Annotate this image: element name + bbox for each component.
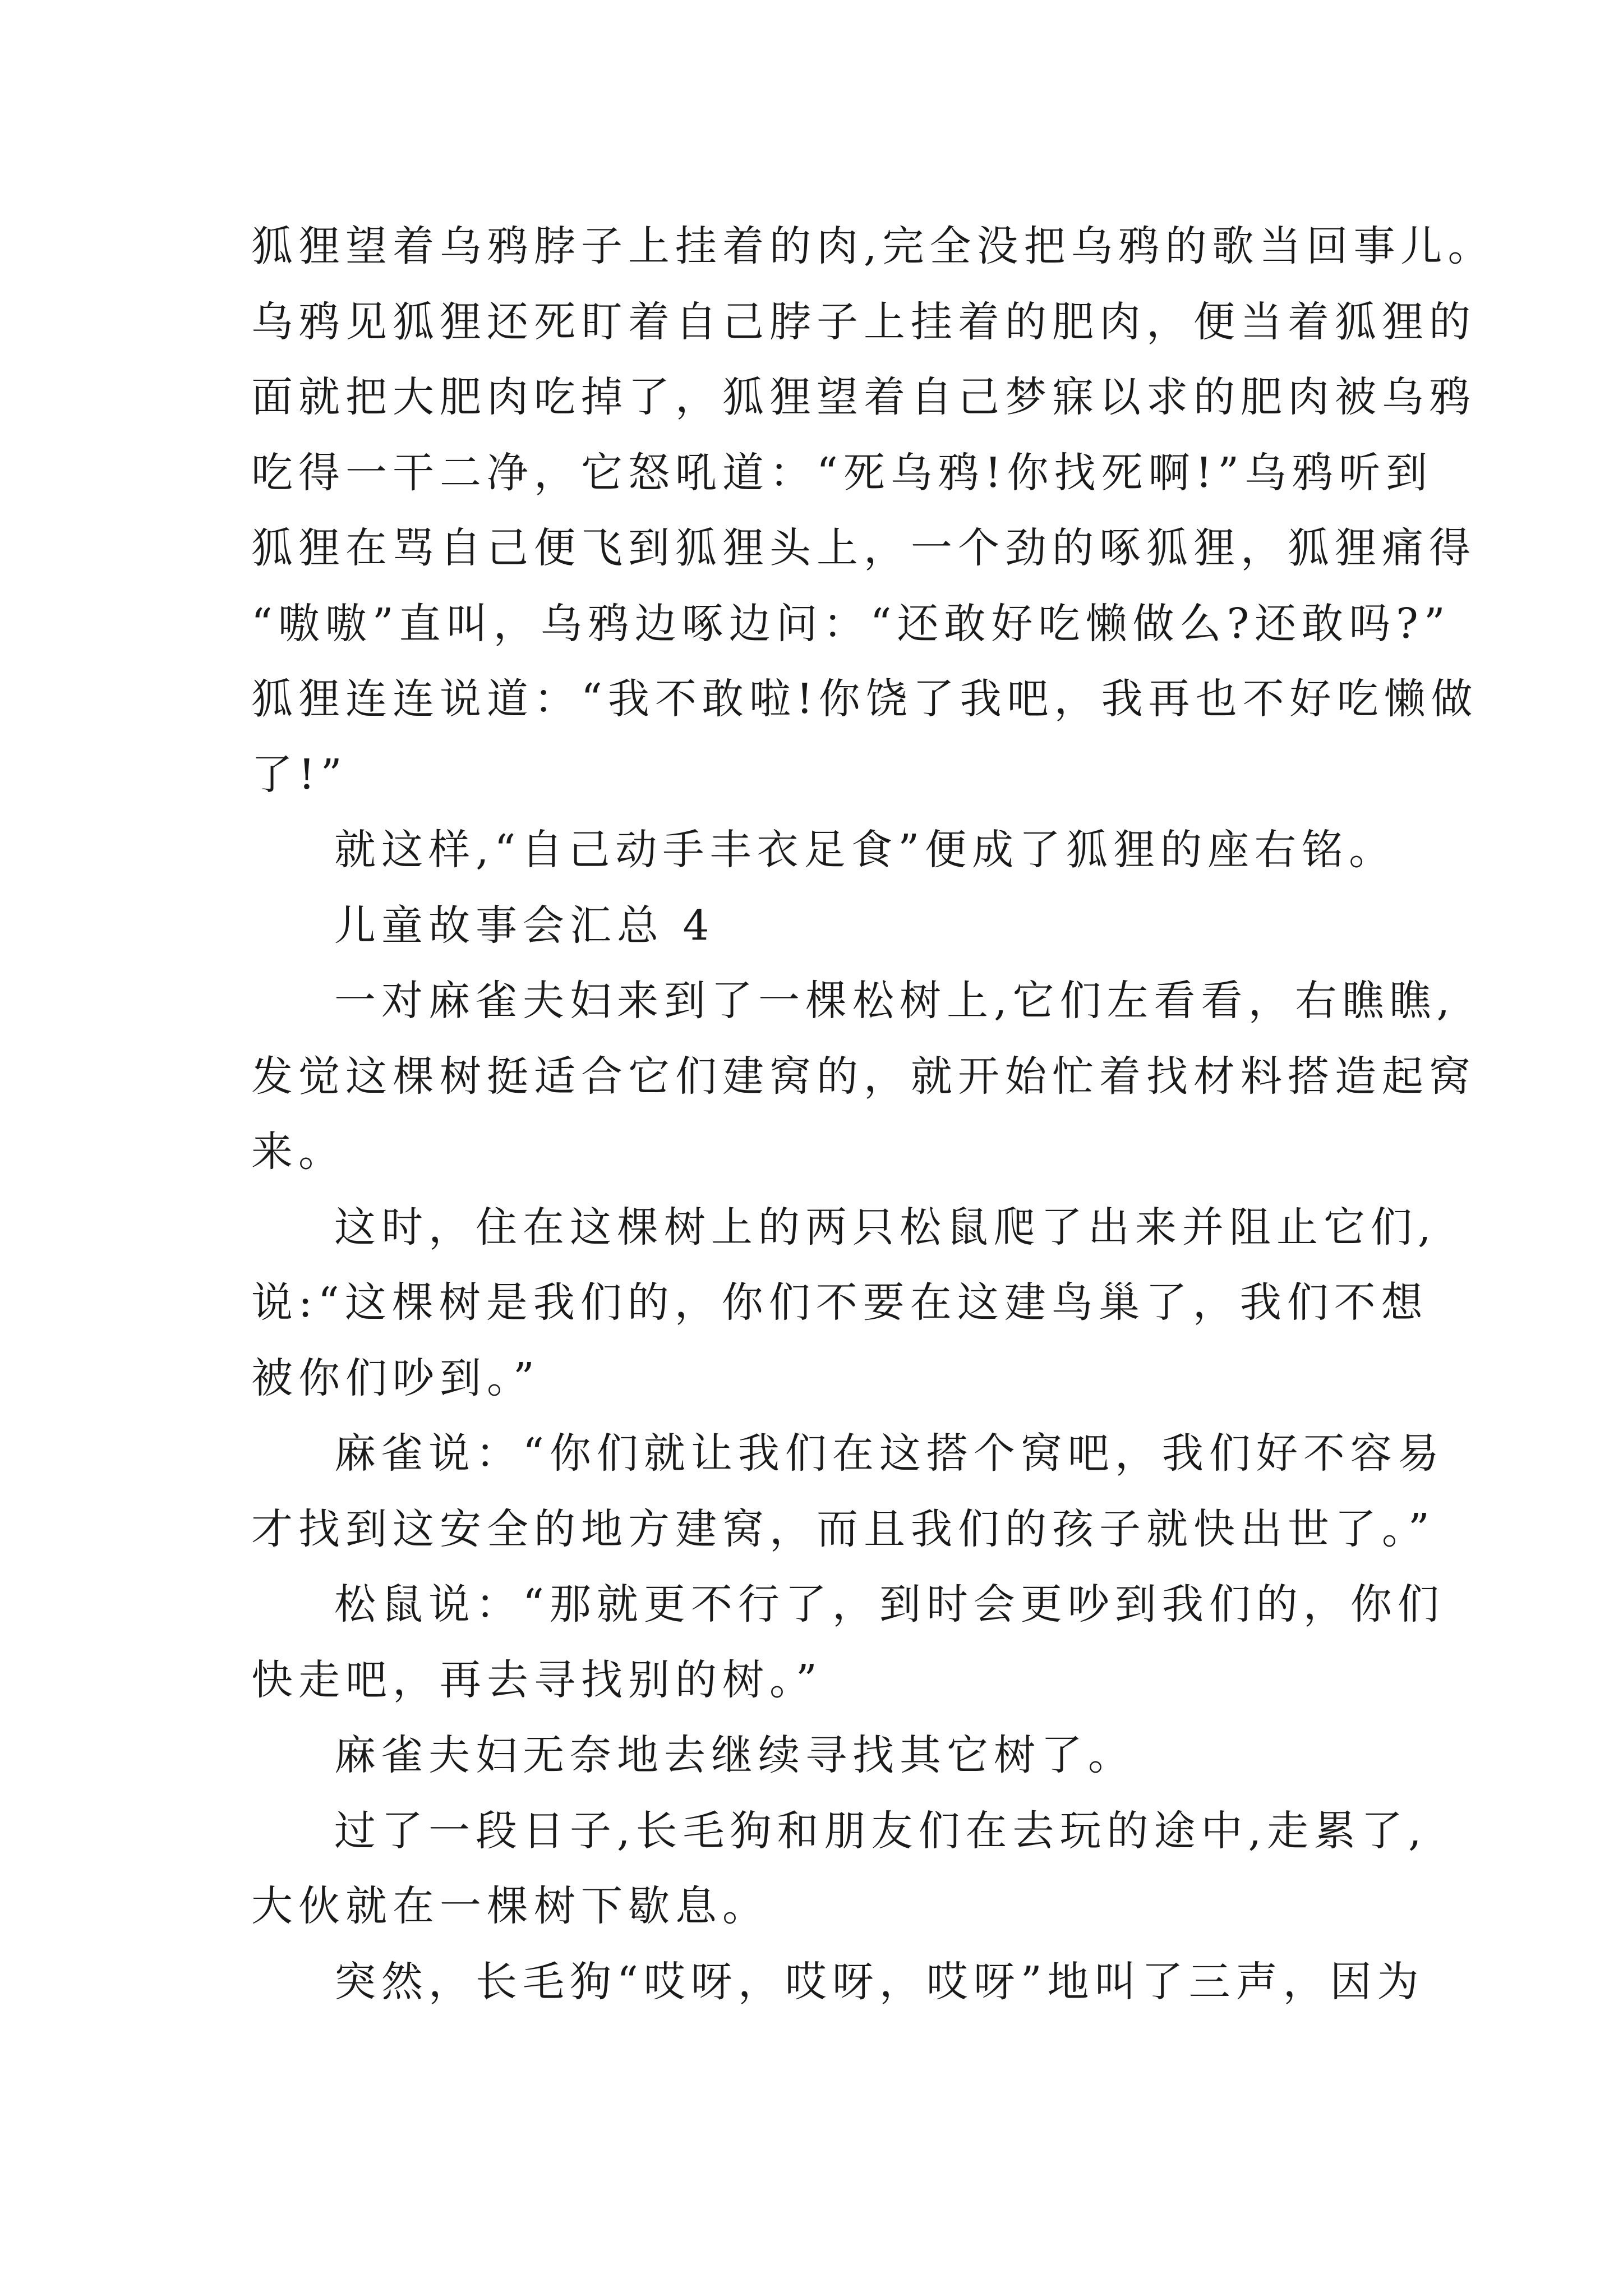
text-line: 就这样,“自己动手丰衣足食”便成了狐狸的座右铭。 [334,826,1396,874]
text-line: 松鼠说：“那就更不行了，到时会更吵到我们的，你们 [334,1580,1445,1628]
text-line: 一对麻雀夫妇来到了一棵松树上,它们左看看，右瞧瞧, [334,977,1456,1025]
text-line: “嗷嗷”直叫，乌鸦边啄边问：“还敢好吃懒做么?还敢吗?” [251,599,1451,648]
text-line: 来。 [251,1128,345,1176]
text-line: 麻雀夫妇无奈地去继续寻找其它树了。 [334,1731,1135,1779]
text-line: 了!” [251,750,348,799]
text-line: 狐狸望着乌鸦脖子上挂着的肉,完全没把乌鸦的歌当回事儿。 [251,222,1495,270]
body-text [251,209,1495,2019]
text-line: 儿童故事会汇总 4 [334,901,715,950]
text-line: 说:“这棵树是我们的，你们不要在这建鸟巢了，我们不想 [251,1278,1428,1327]
text-line: 过了一段日子,长毛狗和朋友们在去玩的途中,走累了, [334,1806,1427,1855]
text-line: 大伙就在一棵树下歇息。 [251,1882,769,1930]
text-line: 吃得一干二净，它怒吼道：“死乌鸦!你找死啊!”乌鸦听到 [251,448,1433,497]
text-line: 麻雀说：“你们就让我们在这搭个窝吧，我们好不容易 [334,1429,1445,1478]
text-line: 突然，长毛狗“哎呀，哎呀，哎呀”地叫了三声，因为 [334,1957,1424,2006]
text-line: 乌鸦见狐狸还死盯着自己脖子上挂着的肥肉，便当着狐狸的 [251,297,1476,346]
text-line: 狐狸在骂自己便飞到狐狸头上，一个劲的啄狐狸，狐狸痛得 [251,524,1476,572]
text-line: 被你们吵到。” [251,1354,540,1402]
text-line: 狐狸连连说道：“我不敢啦!你饶了我吧，我再也不好吃懒做 [251,675,1478,723]
text-line: 面就把大肥肉吃掉了，狐狸望着自己梦寐以求的肥肉被乌鸦 [251,373,1476,421]
text-line: 这时，住在这棵树上的两只松鼠爬了出来并阻止它们, [334,1203,1437,1251]
text-line: 发觉这棵树挺适合它们建窝的，就开始忙着找材料搭造起窝 [251,1052,1476,1101]
text-line: 快走吧，再去寻找别的树。” [251,1655,823,1704]
text-line: 才找到这安全的地方建窝，而且我们的孩子就快出世了。” [251,1504,1435,1553]
